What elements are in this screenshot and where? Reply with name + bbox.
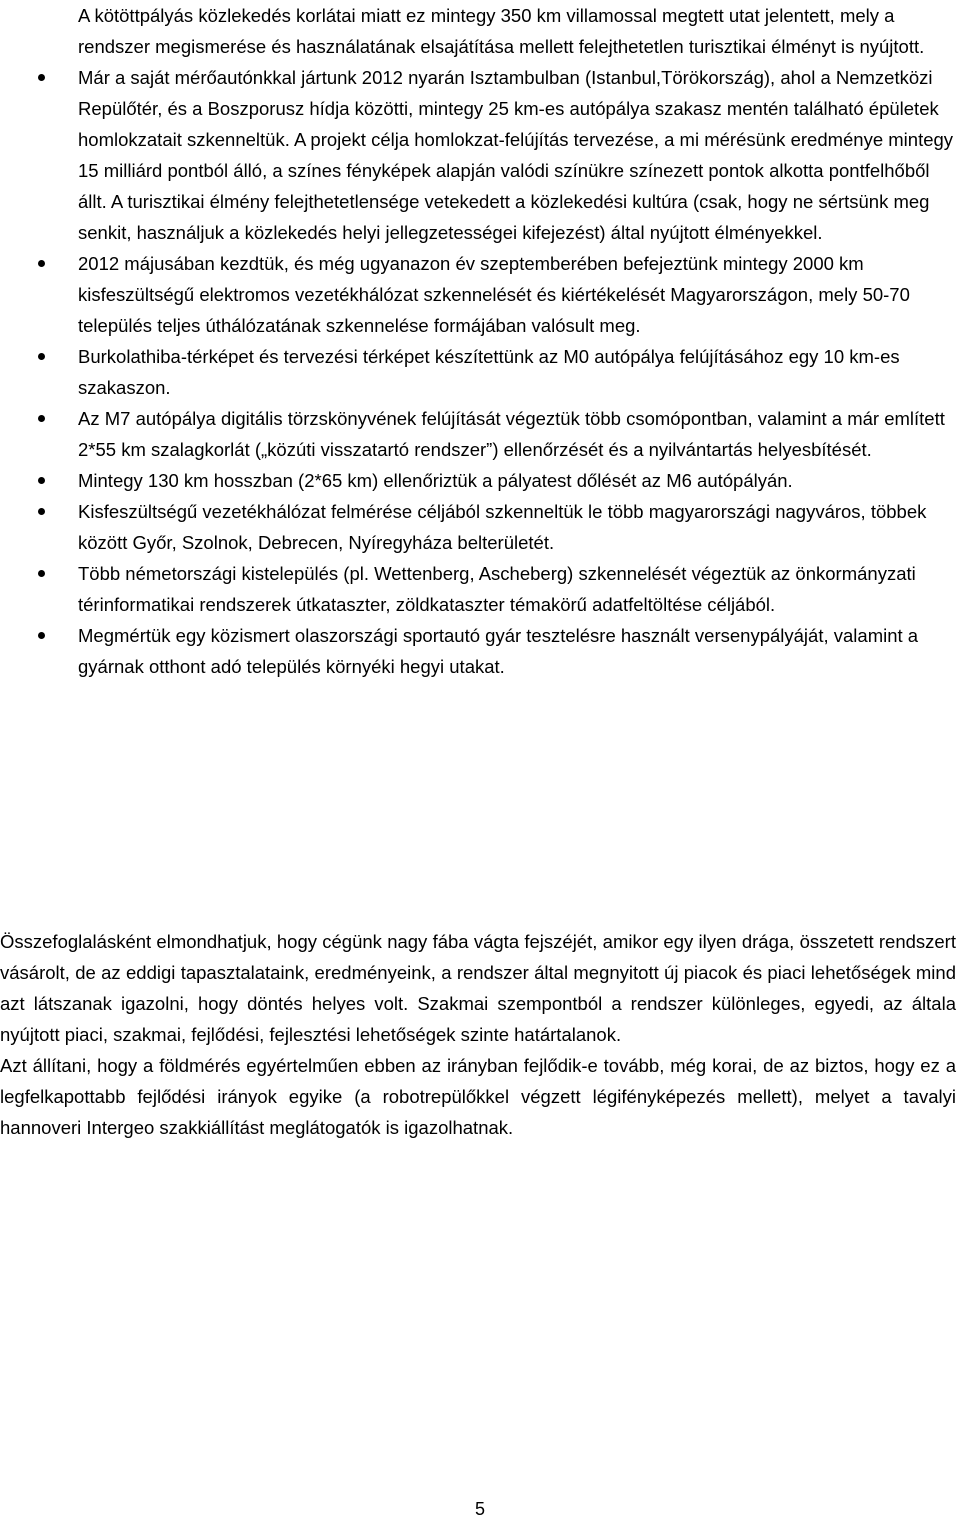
list-item [0, 0, 960, 62]
list-item [0, 620, 960, 682]
page-number: 5 [474, 1499, 485, 1519]
list-item [0, 248, 960, 341]
list-item [0, 558, 960, 620]
list-item [0, 341, 960, 403]
bullet-icon [38, 74, 45, 81]
summary-paragraph: Összefoglalásként elmondhatjuk, hogy cégünk nagy fába vágta fejszéjét, amikor egy ilyen drága, összetett rendszert vásárolt, de az eddigi tapasztalataink, eredményeink, a rendszer által megnyitott új piacok és piaci lehetőségek mind azt látszanak igazolni, hogy döntés helyes volt. Szakmai szempontból a rendszer különleges, egyedi, az általa nyújtott piaci, szakmai, fejlődési, fejlesztési lehetőségek szinte határtalanok. [0, 931, 956, 1045]
summary-paragraph: Azt állítani, hogy a földmérés egyértelműen ebben az irányban fejlődik-e tovább, még korai, de az biztos, hogy ez a legfelkapottabb fejlődési irányok egyike (a robotrepülőkkel végzett légifényképezés mellett), melyet a tavalyi hannoveri Intergeo szakkiállítást meglátogatók is igazolhatnak. [0, 1055, 956, 1138]
bullet-icon [38, 632, 45, 639]
list-item-text: 2012 májusában kezdtük, és még ugyanazon év szeptemberében befejeztünk mintegy 2000 km kisfeszültségű elektromos vezetékhálózat szkennelését és kiértékelését Magyarországon, mely 50-70 település teljes úthálózatának szkennelése formájában valósult meg. [78, 253, 910, 336]
bullet-icon [38, 353, 45, 360]
list-item [0, 496, 960, 558]
bullet-list [0, 0, 960, 682]
bullet-icon [38, 477, 45, 484]
list-item [0, 62, 960, 248]
list-item-text: Már a saját mérőautónkkal jártunk 2012 nyarán Isztambulban (Istanbul,Törökország), ahol a Nemzetközi Repülőtér, és a Boszporusz hídja közötti, mintegy 25 km-es autópálya szakasz mentén található épületek homlokzatait szkenneltük. A projekt célja homlokzat-felújítás tervezése, a mi mérésünk eredménye mintegy 15 milliárd pontból álló, a színes fényképek alapján valódi színükre színezett pontok alkotta pontfelhőből állt. A turisztikai élmény felejthetetlensége vetekedett a közlekedési kultúra (csak, hogy ne sértsünk meg senkit, használjuk a közlekedés helyi jellegzetességei kifejezést) által nyújtott élményekkel. [78, 67, 954, 243]
bullet-icon [38, 570, 45, 577]
list-item-text: Több németországi kistelepülés (pl. Wettenberg, Ascheberg) szkennelését végeztük az önkormányzati térinformatikai rendszerek útkataszter, zöldkataszter témakörű adatfeltöltése céljából. [78, 563, 916, 615]
summary-section [0, 926, 956, 1143]
list-item-text: Az M7 autópálya digitális törzskönyvének felújítását végeztük több csomópontban, valamint a már említett 2*55 km szalagkorlát („közúti visszatartó rendszer”) ellenőrzését és a nyilvántartás helyesbítését. [78, 408, 945, 460]
bullet-icon [38, 508, 45, 515]
list-item-text: Megmértük egy közismert olaszországi sportautó gyár tesztelésre használt versenypályáját, valamint a gyárnak otthont adó település környéki hegyi utakat. [78, 625, 919, 677]
list-item-text: A kötöttpályás közlekedés korlátai miatt ez mintegy 350 km villamossal megtett utat jelentett, mely a rendszer megismerése és használatának elsajátítása mellett felejthetetlen turisztikai élményt is nyújtott. [78, 5, 925, 57]
list-item [0, 403, 960, 465]
bullet-icon [38, 415, 45, 422]
bullet-icon [38, 260, 45, 267]
list-item [0, 465, 960, 496]
list-item-text: Mintegy 130 km hosszban (2*65 km) ellenőriztük a pályatest dőlését az M6 autópályán. [78, 470, 793, 491]
list-item-text: Burkolathiba-térképet és tervezési térképet készítettünk az M0 autópálya felújításához egy 10 km-es szakaszon. [78, 346, 900, 398]
list-item-text: Kisfeszültségű vezetékhálózat felmérése céljából szkenneltük le több magyarországi nagyváros, többek között Győr, Szolnok, Debrecen, Nyíregyháza belterületét. [78, 501, 927, 553]
